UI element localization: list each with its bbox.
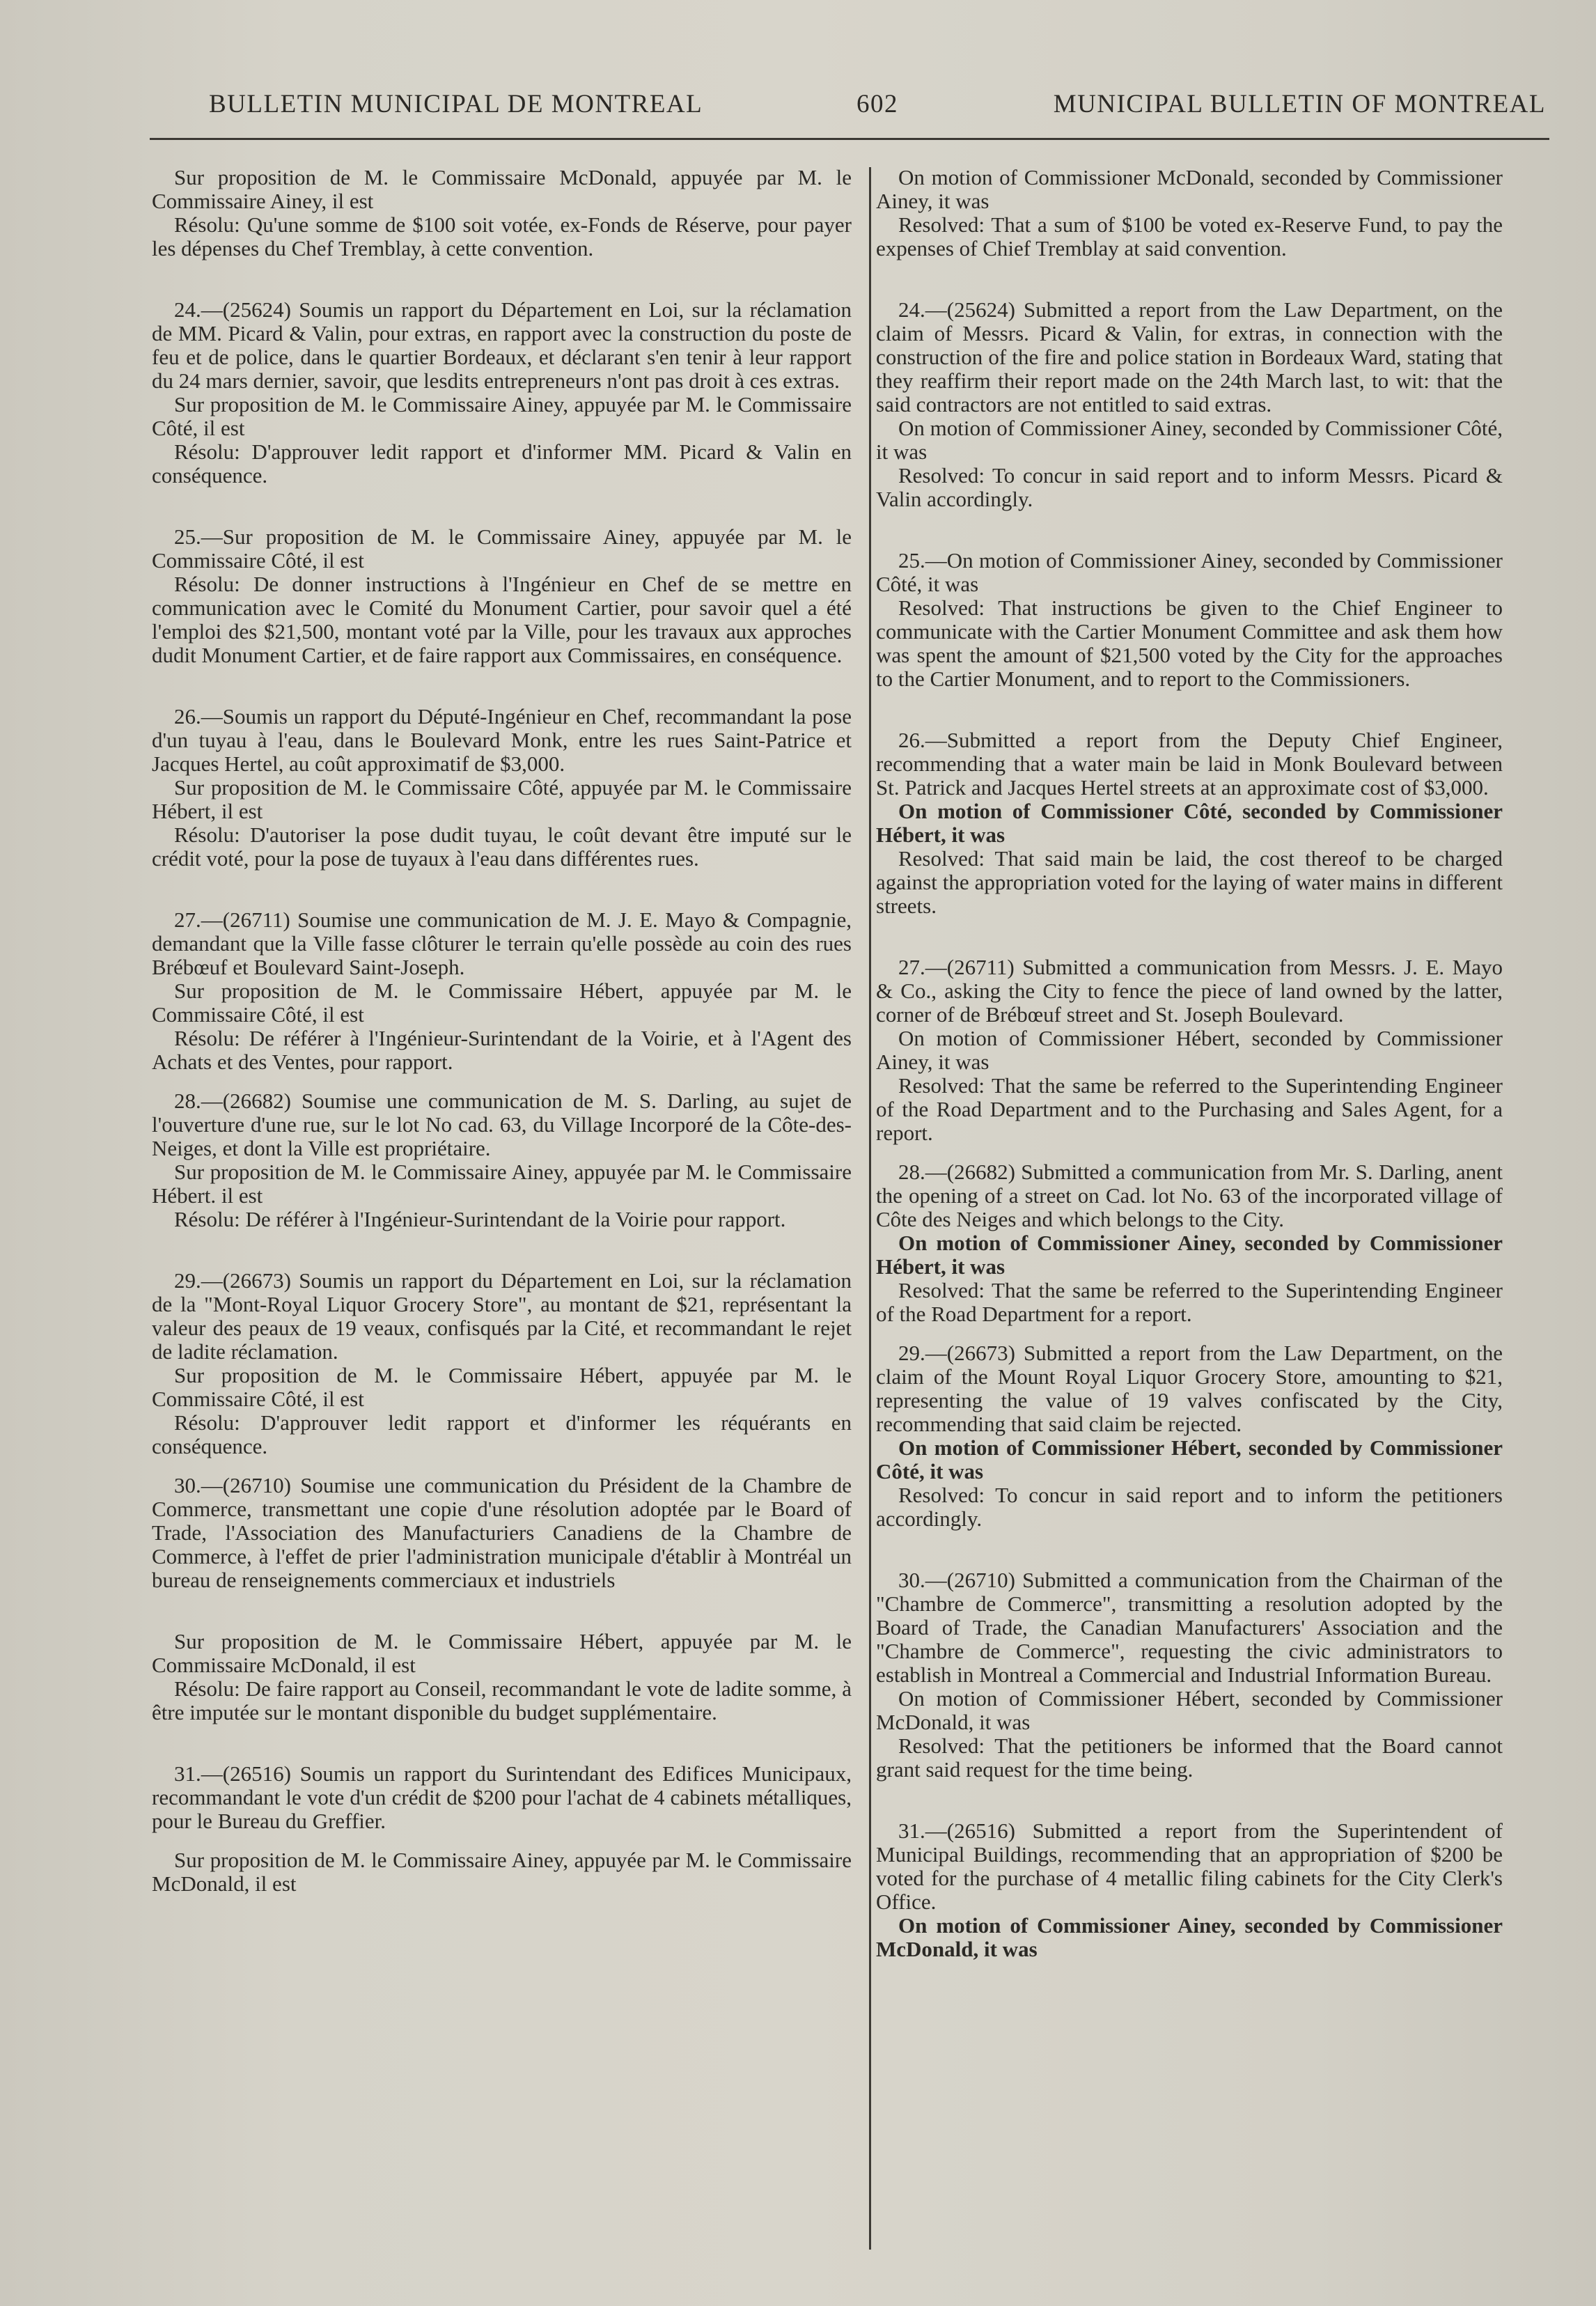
english-paragraph: Resolved: That the petitioners be informed that the Board cannot grant said request for the time being.: [876, 1734, 1503, 1782]
english-paragraph: Resolved: That the same be referred to the Superintending Engineer of the Road Department for a report.: [876, 1278, 1503, 1326]
french-paragraph: Résolu: De faire rapport au Conseil, recommandant le vote de ladite somme, à être imputée sur le montant disponible du budget supplémentaire.: [152, 1676, 852, 1724]
french-paragraph: Résolu: D'approuver ledit rapport et d'informer les réquérants en conséquence.: [152, 1410, 852, 1458]
french-paragraph: Sur proposition de M. le Commissaire Ainey, appuyée par M. le Commissaire Côté, il est: [152, 392, 852, 440]
french-paragraph: Résolu: Qu'une somme de $100 soit votée, ex-Fonds de Réserve, pour payer les dépenses du Chef Tremblay, à cette convention.: [152, 212, 852, 260]
english-paragraph: 27.—(26711) Submitted a communication from Messrs. J. E. Mayo & Co., asking the City to fence the piece of land owned by the latter, corner of de Brébœuf street and St. Joseph Boulevard.: [876, 955, 1503, 1027]
french-paragraph: Sur proposition de M. le Commissaire Hébert, appuyée par M. le Commissaire McDonald, il est: [152, 1629, 852, 1677]
french-paragraph: Résolu: De référer à l'Ingénieur-Surintendant de la Voirie pour rapport.: [174, 1207, 786, 1231]
english-paragraph: On motion of Commissioner Hébert, seconded by Commissioner Ainey, it was: [876, 1026, 1503, 1074]
english-paragraph: Resolved: That the same be referred to the Superintending Engineer of the Road Department and to the Purchasing and Sales Agent, for a report.: [876, 1073, 1503, 1145]
french-paragraph: Sur proposition de M. le Commissaire Ainey, appuyée par M. le Commissaire McDonald, il est: [152, 1848, 852, 1896]
english-paragraph: On motion of Commissioner Côté, seconded by Commissioner Hébert, it was: [876, 799, 1503, 847]
french-paragraph: Résolu: De donner instructions à l'Ingénieur en Chef de se mettre en communication avec le Comité du Monument Cartier, pour savoir quel a été l'emploi des $21,500, montant voté par la Ville, pour les travaux aux approches dudit Monument Cartier, et de faire rapport aux Commissaires, en conséquence.: [152, 572, 852, 667]
english-paragraph: 31.—(26516) Submitted a report from the Superintendent of Municipal Buildings, recommending that an appropriation of $200 be voted for the purchase of 4 metallic filing cabinets for the City Clerk's Office.: [876, 1818, 1503, 1914]
english-paragraph: On motion of Commissioner Ainey, seconded by Commissioner McDonald, it was: [876, 1913, 1503, 1961]
english-paragraph: On motion of Commissioner Ainey, seconded by Commissioner Hébert, it was: [876, 1231, 1503, 1279]
french-paragraph: Résolu: De référer à l'Ingénieur-Surintendant de la Voirie, et à l'Agent des Achats et des Ventes, pour rapport.: [152, 1026, 852, 1074]
english-column: [876, 166, 1503, 1961]
column-divider: [869, 167, 871, 2250]
french-paragraph: 30.—(26710) Soumise une communication du Président de la Chambre de Commerce, transmettant une copie d'une résolution adoptée par le Board of Trade, l'Association des Manufacturiers Canadiens de la Chambre de Commerce, à l'effet de prier l'administration municipale d'établir à Montréal un bureau de renseignements commerciaux et industriels: [152, 1473, 852, 1592]
french-paragraph: 28.—(26682) Soumise une communication de M. S. Darling, au sujet de l'ouverture d'une rue, sur le lot No cad. 63, du Village Incorporé de la Côte-des-Neiges, et dont la Ville est propriétaire.: [152, 1089, 852, 1160]
english-paragraph: On motion of Commissioner Ainey, seconded by Commissioner Côté, it was: [876, 416, 1503, 464]
english-paragraph: On motion of Commissioner Hébert, seconded by Commissioner McDonald, it was: [876, 1686, 1503, 1734]
french-paragraph: Résolu: D'approuver ledit rapport et d'informer MM. Picard & Valin en conséquence.: [152, 439, 852, 488]
french-paragraph: 31.—(26516) Soumis un rapport du Surintendant des Edifices Municipaux, recommandant le vote d'un crédit de $200 pour l'achat de 4 cabinets métalliques, pour le Bureau du Greffier.: [152, 1761, 852, 1833]
french-paragraph: Sur proposition de M. le Commissaire Ainey, appuyée par M. le Commissaire Hébert. il est: [152, 1160, 852, 1208]
french-paragraph: 24.—(25624) Soumis un rapport du Département en Loi, sur la réclamation de MM. Picard & Valin, pour extras, en rapport avec la construction du poste de feu et de police, dans le quartier Bordeaux, et déclarant s'en tenir à leur rapport du 24 mars dernier, savoir, que lesdits entrepreneurs n'ont pas droit à ces extras.: [152, 297, 852, 393]
english-paragraph: On motion of Commissioner Hébert, seconded by Commissioner Côté, it was: [876, 1435, 1503, 1483]
french-paragraph: Sur proposition de M. le Commissaire Hébert, appuyée par M. le Commissaire Côté, il est: [152, 979, 852, 1027]
english-paragraph: 28.—(26682) Submitted a communication from Mr. S. Darling, anent the opening of a street on Cad. lot No. 63 of the incorporated village of Côte des Neiges and which belongs to the City.: [876, 1160, 1503, 1231]
page-number: 602: [856, 90, 898, 118]
english-paragraph: 30.—(26710) Submitted a communication from the Chairman of the "Chambre de Commerce", transmitting a resolution adopted by the Board of Trade, the Canadian Manufacturers' Association and the "Chambre de Commerce", requesting the civic administrators to establish in Montreal a Commercial and Industrial Information Bureau.: [876, 1568, 1503, 1687]
english-paragraph: 26.—Submitted a report from the Deputy Chief Engineer, recommending that a water main be laid in Monk Boulevard between St. Patrick and Jacques Hertel streets at an approximate cost of $3,000.: [876, 728, 1503, 800]
english-paragraph: Resolved: That said main be laid, the cost thereof to be charged against the appropriation voted for the laying of water mains in different streets.: [876, 846, 1503, 918]
french-paragraph: 26.—Soumis un rapport du Député-Ingénieur en Chef, recommandant la pose d'un tuyau à l'eau, dans le Boulevard Monk, entre les rues Saint-Patrice et Jacques Hertel, au coût approximatif de $3,000.: [152, 704, 852, 776]
french-paragraph: 29.—(26673) Soumis un rapport du Département en Loi, sur la réclamation de la "Mont-Royal Liquor Grocery Store", au montant de $21, représentant la valeur des peaux de 19 veaux, confisqués par la Cité, et recommandant le rejet de ladite réclamation.: [152, 1268, 852, 1364]
french-column: [152, 166, 852, 1896]
french-paragraph: Résolu: D'autoriser la pose dudit tuyau, le coût devant être imputé sur le crédit voté, pour la pose de tuyaux à l'eau dans différentes rues.: [152, 823, 852, 871]
header-rule: [150, 138, 1549, 140]
french-paragraph: 27.—(26711) Soumise une communication de M. J. E. Mayo & Compagnie, demandant que la Ville fasse clôturer le terrain qu'elle possède au coin des rues Brébœuf et Boulevard Saint-Joseph.: [152, 907, 852, 979]
english-paragraph: Resolved: To concur in said report and to inform Messrs. Picard & Valin accordingly.: [876, 463, 1503, 511]
english-paragraph: Resolved: That a sum of $100 be voted ex-Reserve Fund, to pay the expenses of Chief Tremblay at said convention.: [876, 212, 1503, 260]
french-paragraph: 25.—Sur proposition de M. le Commissaire Ainey, appuyée par M. le Commissaire Côté, il est: [152, 524, 852, 572]
english-paragraph: Resolved: To concur in said report and to inform the petitioners accordingly.: [876, 1483, 1503, 1531]
english-paragraph: 24.—(25624) Submitted a report from the Law Department, on the claim of Messrs. Picard & Valin, for extras, in connection with the construction of the fire and police station in Bordeaux Ward, stating that they reaffirm their report made on the 24th March last, to wit: that the said contractors are not entitled to said extras.: [876, 297, 1503, 416]
french-paragraph: Sur proposition de M. le Commissaire McDonald, appuyée par M. le Commissaire Ainey, il est: [152, 165, 852, 213]
english-paragraph: Resolved: That instructions be given to the Chief Engineer to communicate with the Cartier Monument Committee and ask them how was spent the amount of $21,500 voted by the City for the approaches to the Cartier Monument, and to report to the Commissioners.: [876, 595, 1503, 691]
english-paragraph: 29.—(26673) Submitted a report from the Law Department, on the claim of the Mount Royal Liquor Grocery Store, amounting to $21, representing the value of 19 valves confiscated by the City, recommending that said claim be rejected.: [876, 1341, 1503, 1436]
header-french-title: BULLETIN MUNICIPAL DE MONTREAL: [209, 90, 703, 118]
french-paragraph: Sur proposition de M. le Commissaire Côté, appuyée par M. le Commissaire Hébert, il est: [152, 775, 852, 823]
page-header: [209, 89, 1546, 131]
english-paragraph: On motion of Commissioner McDonald, seconded by Commissioner Ainey, it was: [876, 165, 1503, 213]
french-paragraph: Sur proposition de M. le Commissaire Hébert, appuyée par M. le Commissaire Côté, il est: [152, 1363, 852, 1411]
header-english-title: MUNICIPAL BULLETIN OF MONTREAL: [1053, 90, 1546, 118]
english-paragraph: 25.—On motion of Commissioner Ainey, seconded by Commissioner Côté, it was: [876, 548, 1503, 596]
